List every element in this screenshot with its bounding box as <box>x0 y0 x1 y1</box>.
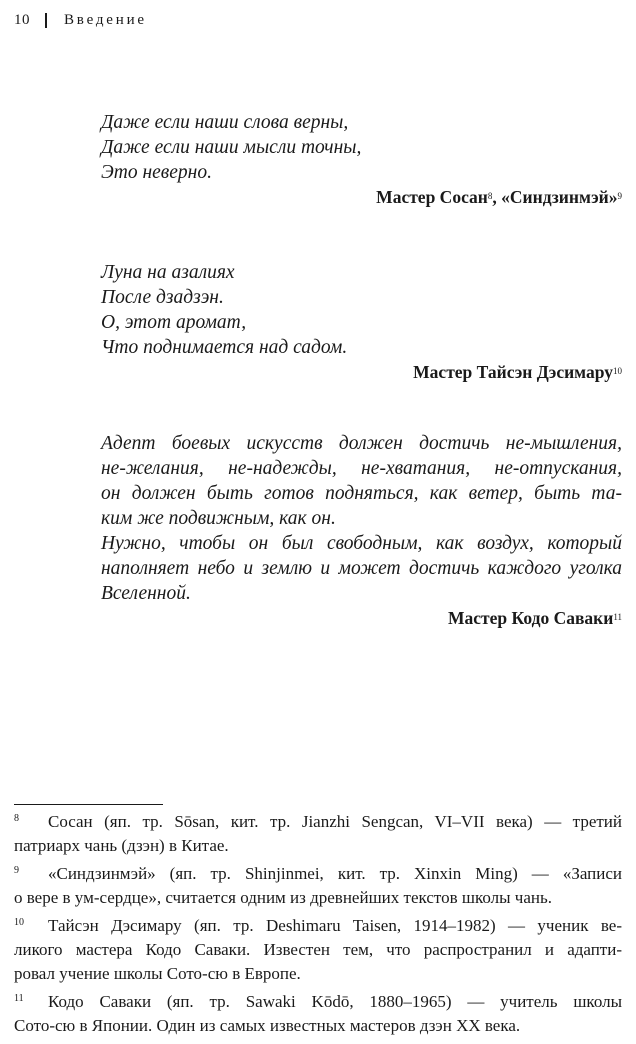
footnote-text: Тайсэн Дэсимару (яп. тр. Deshimaru Taisen, 1914–1982) — ученик ве- <box>48 916 622 935</box>
epigraph-sosan <box>101 110 622 209</box>
footnote-ref[interactable]: 9 <box>617 191 622 201</box>
footnote-ref[interactable]: 10 <box>613 366 622 376</box>
footnote-number: 10 <box>14 917 24 928</box>
epigraph-line: не-желания, не-надежды, не-хватания, не-отпускания, <box>101 458 622 479</box>
section-title: Введение <box>64 12 147 28</box>
epigraph-line: Это неверно. <box>101 162 212 183</box>
epigraph-line: О, этот аромат, <box>101 312 247 333</box>
epigraph-line: он должен быть готов подняться, как ветер, быть та- <box>101 483 622 504</box>
epigraph-line: Даже если наши мысли точны, <box>101 137 362 158</box>
epigraph-line: наполняет небо и землю и может достичь каждого уголка <box>101 558 622 579</box>
epigraph-line: Нужно, чтобы он был свободным, как воздух, который <box>101 533 622 554</box>
footnote-11 <box>14 990 622 1038</box>
header-separator <box>45 13 47 28</box>
epigraph-line: ким же подвижным, как он. <box>101 508 336 529</box>
footnote-rule <box>14 804 163 805</box>
footnote-text: патриарх чань (дзэн) в Китае. <box>14 836 229 855</box>
epigraph-attribution: Мастер Кодо Саваки$^{11}$ <box>448 608 622 628</box>
epigraph-line: Адепт боевых искусств должен достичь не-мышления, <box>101 433 622 454</box>
footnote-text: Сосан (яп. тр. Sōsan, кит. тр. Jianzhi Sengcan, VI–VII века) — третий <box>48 812 622 831</box>
footnote-number: 8 <box>14 813 19 824</box>
epigraph-line: Вселенной. <box>101 583 191 604</box>
epigraph-line: Даже если наши слова верны, <box>101 112 349 133</box>
epigraph-sawaki <box>101 431 622 630</box>
footnote-8 <box>14 810 622 858</box>
footnote-number: 9 <box>14 865 19 876</box>
running-header <box>14 12 147 29</box>
footnote-ref[interactable]: 11 <box>613 612 622 622</box>
epigraph-line: Что поднимается над садом. <box>101 337 348 358</box>
epigraph-attribution: Мастер Сосан$^8$, «Синдзинмэй»$^9$ <box>376 187 622 207</box>
epigraph-attribution: Мастер Тайсэн Дэсимару$^{10}$ <box>413 362 622 382</box>
footnote-text: ликого мастера Кодо Саваки. Известен тем, что распространил и адапти- <box>14 940 622 959</box>
footnote-text: Сото-сю в Японии. Один из самых известных мастеров дзэн XX века. <box>14 1016 521 1035</box>
footnote-text: ровал учение школы Сото-сю в Европе. <box>14 964 301 983</box>
footnote-text: о вере в ум-сердце», считается одним из древнейших текстов школы чань. <box>14 888 552 907</box>
footnote-9 <box>14 862 622 910</box>
footnote-text: «Синдзинмэй» (яп. тр. Shinjinmei, кит. тр. Xinxin Ming) — «Записи <box>48 864 622 883</box>
epigraph-line: Луна на азалиях <box>101 262 235 283</box>
footnote-10 <box>14 914 622 986</box>
footnote-text: Кодо Саваки (яп. тр. Sawaki Kōdō, 1880–1965) — учитель школы <box>48 992 622 1011</box>
epigraph-line: После дзадзэн. <box>101 287 224 308</box>
footnote-number: 11 <box>14 993 24 1004</box>
footnote-ref[interactable]: 8 <box>487 191 493 201</box>
epigraph-deshimaru <box>101 260 622 384</box>
page-number: 10 <box>14 12 30 28</box>
